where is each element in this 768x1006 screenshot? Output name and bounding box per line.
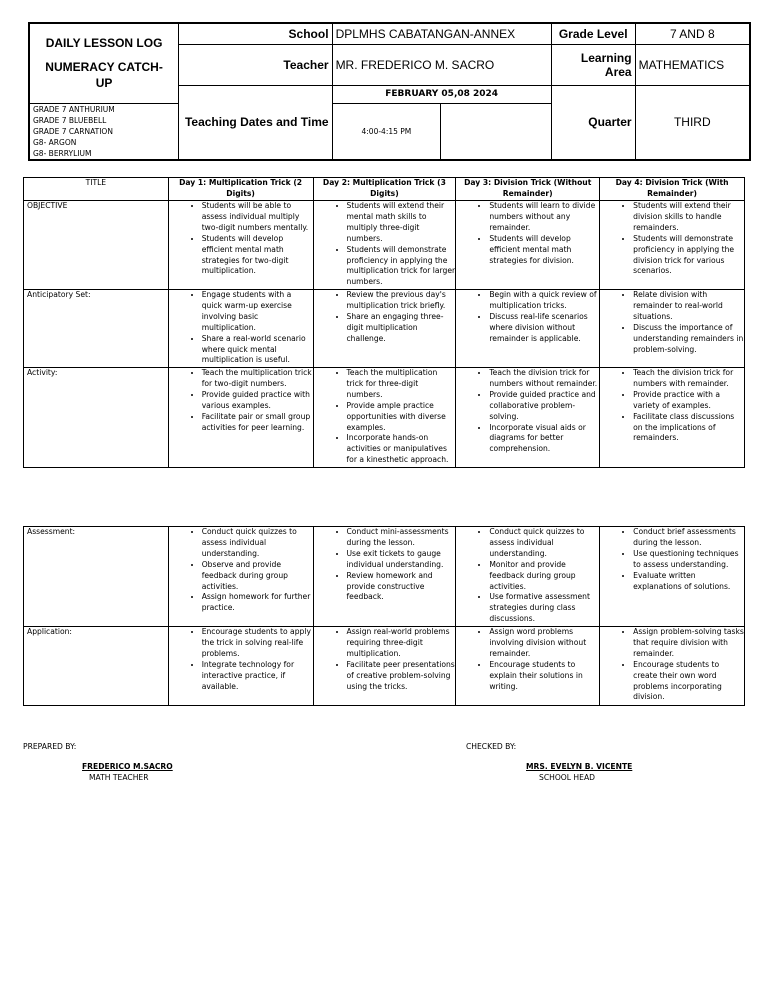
section-item: GRADE 7 CARNATION xyxy=(33,126,113,136)
list-item: • Students will extend their division skills to handle remainders. xyxy=(633,201,744,234)
checked-role: SCHOOL HEAD xyxy=(539,773,595,782)
sections-cell xyxy=(29,103,179,160)
bullet-list xyxy=(314,368,456,466)
list-item: • Observe and provide feedback during group activities. xyxy=(202,560,313,593)
checked-name: MRS. EVELYN B. VICENTE xyxy=(526,762,633,771)
bullet-list xyxy=(456,201,599,266)
day-1-cell xyxy=(168,290,313,368)
list-item: • Provide practice with a variety of examples. xyxy=(633,390,744,412)
teacher-value: MR. FREDERICO M. SACRO xyxy=(332,44,551,85)
bullet-list xyxy=(456,527,599,625)
quarter-label: Quarter xyxy=(551,85,635,160)
bullet-list xyxy=(600,201,744,277)
row-label: Application: xyxy=(24,627,169,706)
list-item: • Facilitate peer presentations of creative problem-solving using the tricks. xyxy=(347,660,456,693)
list-item: • Conduct quick quizzes to assess individual understanding. xyxy=(202,527,313,560)
day-3-cell xyxy=(456,527,600,627)
bullet-list xyxy=(314,290,456,345)
list-item: • Facilitate class discussions on the implications of remainders. xyxy=(633,412,744,445)
list-item: • Use formative assessment strategies during class discussions. xyxy=(489,592,599,625)
list-item: • Share an engaging three-digit multiplication challenge. xyxy=(347,312,456,345)
lesson-row xyxy=(24,527,745,627)
day-4-cell xyxy=(600,368,745,468)
log-title: DAILY LESSON LOG xyxy=(45,36,163,51)
list-item: • Review the previous day's multiplication trick briefly. xyxy=(347,290,456,312)
list-item: • Provide ample practice opportunities with diverse examples. xyxy=(347,401,456,434)
list-item: • Conduct brief assessments during the lesson. xyxy=(633,527,744,549)
list-item: • Assign word problems involving division without remainder. xyxy=(489,627,599,660)
dates-label: Teaching Dates and Time xyxy=(179,85,332,160)
bullet-list xyxy=(314,201,456,288)
list-item: • Monitor and provide feedback during group activities. xyxy=(489,560,599,593)
grade-value: 7 AND 8 xyxy=(635,23,750,44)
assessment-table xyxy=(23,526,745,706)
row-label: Activity: xyxy=(24,368,169,468)
row-label: OBJECTIVE xyxy=(24,201,169,290)
list-item: • Incorporate visual aids or diagrams for better comprehension. xyxy=(489,423,599,456)
area-value: MATHEMATICS xyxy=(635,44,750,85)
bullet-list xyxy=(169,368,313,433)
lesson-table xyxy=(23,177,745,468)
list-item: • Begin with a quick review of multiplication tricks. xyxy=(489,290,599,312)
list-item: • Discuss the importance of understanding remainders in problem-solving. xyxy=(633,323,744,356)
prepared-label: PREPARED BY: xyxy=(23,742,77,751)
bullet-list xyxy=(456,290,599,345)
checked-label: CHECKED BY: xyxy=(466,742,517,751)
bullet-list xyxy=(169,627,313,692)
prepared-role: MATH TEACHER xyxy=(89,773,149,782)
list-item: • Provide guided practice and collaborative problem-solving. xyxy=(489,390,599,423)
day-4-cell xyxy=(600,201,745,290)
day-2-cell xyxy=(313,527,456,627)
day-3-cell xyxy=(456,201,600,290)
log-subtitle: NUMERACY CATCH-UP xyxy=(45,60,163,91)
list-item: • Encourage students to explain their solutions in writing. xyxy=(489,660,599,693)
list-item: • Facilitate pair or small group activities for peer learning. xyxy=(202,412,313,434)
bullet-list xyxy=(600,627,744,703)
bullet-list xyxy=(169,290,313,366)
lesson-header-row xyxy=(24,178,745,201)
list-item: • Students will demonstrate proficiency in applying the multiplication trick for larger numbers. xyxy=(347,245,456,289)
dates-value: FEBRUARY 05,08 2024 xyxy=(332,85,551,103)
day-1-cell xyxy=(168,527,313,627)
bullet-list xyxy=(456,627,599,692)
list-item: • Teach the division trick for numbers without remainder. xyxy=(489,368,599,390)
list-item: • Teach the multiplication trick for two-digit numbers. xyxy=(202,368,313,390)
bullet-list xyxy=(169,527,313,614)
sections-list xyxy=(33,104,175,159)
lesson-row xyxy=(24,368,745,468)
day-2-cell xyxy=(313,627,456,706)
list-item: • Assign problem-solving tasks that require division with remainder. xyxy=(633,627,744,660)
bullet-list xyxy=(314,527,456,603)
day-1-header: Day 1: Multiplication Trick (2 Digits) xyxy=(168,178,313,201)
lesson-row xyxy=(24,627,745,706)
day-2-header: Day 2: Multiplication Trick (3 Digits) xyxy=(313,178,456,201)
list-item: • Students will learn to divide numbers without any remainder. xyxy=(489,201,599,234)
time-value: 4:00-4:15 PM xyxy=(332,103,441,160)
school-label: School xyxy=(179,23,332,44)
list-item: • Encourage students to create their own word problems incorporating division. xyxy=(633,660,744,704)
list-item: • Students will be able to assess individual multiply two-digit numbers mentally. xyxy=(202,201,313,234)
day-1-cell xyxy=(168,627,313,706)
bullet-list xyxy=(600,368,744,444)
bullet-list xyxy=(600,527,744,592)
log-title-cell xyxy=(29,23,179,103)
section-item: GRADE 7 BLUEBELL xyxy=(33,115,107,125)
list-item: • Provide guided practice with various examples. xyxy=(202,390,313,412)
list-item: • Use exit tickets to gauge individual understanding. xyxy=(347,549,456,571)
list-item: • Students will demonstrate proficiency in applying the division trick for various scenarios. xyxy=(633,234,744,278)
list-item: • Students will develop efficient mental math strategies for division. xyxy=(489,234,599,267)
bullet-list xyxy=(600,290,744,355)
title-column-header: TITLE xyxy=(24,178,169,201)
bullet-list xyxy=(169,201,313,277)
list-item: • Students will develop efficient mental math strategies for two-digit multiplication. xyxy=(202,234,313,278)
day-3-cell xyxy=(456,368,600,468)
day-2-cell xyxy=(313,290,456,368)
grade-label: Grade Level xyxy=(551,23,635,44)
section-item: G8- BERRYLIUM xyxy=(33,148,92,158)
list-item: • Discuss real-life scenarios where division without remainder is applicable. xyxy=(489,312,599,345)
row-label: Assessment: xyxy=(24,527,169,627)
list-item: • Encourage students to apply the trick in solving real-life problems. xyxy=(202,627,313,660)
school-value: DPLMHS CABATANGAN-ANNEX xyxy=(332,23,551,44)
day-2-cell xyxy=(313,201,456,290)
day-3-cell xyxy=(456,290,600,368)
list-item: • Teach the division trick for numbers with remainder. xyxy=(633,368,744,390)
list-item: • Incorporate hands-on activities or manipulatives for a kinesthetic approach. xyxy=(347,433,456,466)
day-4-cell xyxy=(600,290,745,368)
day-2-cell xyxy=(313,368,456,468)
bullet-list xyxy=(314,627,456,692)
prepared-name: FREDERICO M.SACRO xyxy=(82,762,173,771)
row-label: Anticipatory Set: xyxy=(24,290,169,368)
list-item: • Assign real-world problems requiring three-digit multiplication. xyxy=(347,627,456,660)
bullet-list xyxy=(456,368,599,455)
quarter-value: THIRD xyxy=(635,85,750,160)
list-item: • Share a real-world scenario where quick mental multiplication is useful. xyxy=(202,334,313,367)
list-item: • Evaluate written explanations of solutions. xyxy=(633,571,744,593)
list-item: • Students will extend their mental math skills to multiply three-digit numbers. xyxy=(347,201,456,245)
day-1-cell xyxy=(168,368,313,468)
section-item: GRADE 7 ANTHURIUM xyxy=(33,104,115,114)
section-item: G8- ARGON xyxy=(33,137,77,147)
list-item: • Integrate technology for interactive practice, if available. xyxy=(202,660,313,693)
list-item: • Engage students with a quick warm-up exercise involving basic multiplication. xyxy=(202,290,313,334)
area-label: Learning Area xyxy=(551,44,635,85)
list-item: • Teach the multiplication trick for three-digit numbers. xyxy=(347,368,456,401)
list-item: • Use questioning techniques to assess understanding. xyxy=(633,549,744,571)
day-4-header: Day 4: Division Trick (With Remainder) xyxy=(600,178,745,201)
day-4-cell xyxy=(600,627,745,706)
header-table xyxy=(28,22,751,161)
day-3-header: Day 3: Division Trick (Without Remainder) xyxy=(456,178,600,201)
day-4-cell xyxy=(600,527,745,627)
teacher-label: Teacher xyxy=(179,44,332,85)
list-item: • Conduct mini-assessments during the lesson. xyxy=(347,527,456,549)
day-1-cell xyxy=(168,201,313,290)
list-item: • Relate division with remainder to real-world situations. xyxy=(633,290,744,323)
list-item: • Assign homework for further practice. xyxy=(202,592,313,614)
lesson-row xyxy=(24,201,745,290)
lesson-row xyxy=(24,290,745,368)
day-3-cell xyxy=(456,627,600,706)
list-item: • Review homework and provide constructive feedback. xyxy=(347,571,456,604)
list-item: • Conduct quick quizzes to assess individual understanding. xyxy=(489,527,599,560)
